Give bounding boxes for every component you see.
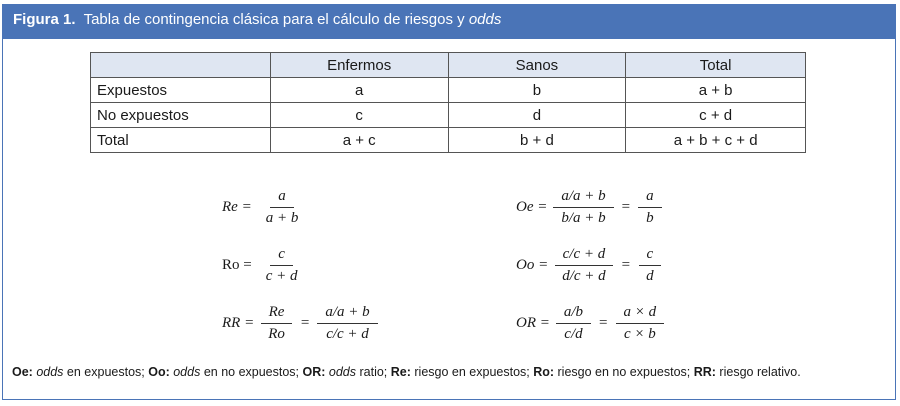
footnote-key: Ro: (533, 365, 555, 379)
fraction (317, 304, 377, 343)
footnote-text: riesgo en no expuestos; (554, 365, 694, 379)
table-cell: c (270, 103, 448, 128)
fraction (616, 304, 665, 343)
numerator: a × d (616, 304, 665, 324)
footnote-text: en no expuestos; (200, 365, 303, 379)
numerator: a/b (556, 304, 591, 324)
figure-title-italic: odds (468, 11, 502, 28)
formula-lhs: Oo = (516, 257, 549, 273)
denominator: c/d (564, 326, 583, 342)
table-row-label: Total (91, 128, 271, 153)
formula-rr (222, 304, 378, 343)
footnote-italic: odds (173, 365, 201, 379)
denominator: d/c + d (562, 268, 606, 284)
formula-lhs: Oe = (516, 199, 548, 215)
fraction (260, 304, 293, 343)
numerator: c (270, 246, 293, 266)
equals-sign: = (621, 199, 631, 215)
contingency-table (90, 52, 806, 153)
formula-re (222, 188, 306, 227)
equals-sign: = (621, 257, 631, 273)
numerator: a (638, 188, 662, 208)
footnote-text: en expuestos; (63, 365, 149, 379)
fraction (258, 188, 307, 227)
formula-ro (222, 246, 306, 285)
figure-label: Figura 1. (13, 11, 76, 28)
footnote-key: Oo: (148, 365, 170, 379)
formula-oe (516, 188, 662, 227)
formula-lhs: RR = (222, 315, 255, 331)
figure-footnote (12, 365, 801, 379)
formula-lhs: Re = (222, 199, 252, 215)
fraction (556, 304, 591, 343)
formula-or (516, 304, 664, 343)
denominator: a + b (265, 210, 299, 226)
table-row (91, 103, 806, 128)
footnote-italic: odds (328, 365, 357, 379)
footnote-italic: odds (36, 365, 64, 379)
footnote-key: OR: (302, 365, 326, 379)
numerator: c/c + d (555, 246, 614, 266)
table-cell: a + b (626, 78, 806, 103)
table-cell: a (270, 78, 448, 103)
formula-oo (516, 246, 662, 285)
denominator: c + d (265, 268, 298, 284)
table-row (91, 78, 806, 103)
table-header-row (91, 53, 806, 78)
footnote-text: ratio; (356, 365, 391, 379)
table-cell: c + d (626, 103, 806, 128)
fraction (638, 188, 662, 227)
figure-title-bar (3, 5, 895, 39)
table-cell: d (448, 103, 626, 128)
denominator: c/c + d (326, 326, 369, 342)
denominator: Ro (268, 326, 285, 342)
numerator: a/a + b (317, 304, 377, 324)
fraction (553, 188, 613, 227)
table-cell: a + c (270, 128, 448, 153)
table-row (91, 128, 806, 153)
footnote-key: RR: (693, 365, 716, 379)
footnote-key: Oe: (12, 365, 33, 379)
table-cell: a + b + c + d (626, 128, 806, 153)
formula-lhs: Ro = (222, 257, 252, 273)
footnote-text: riesgo relativo. (715, 365, 801, 379)
table-header-cell: Total (626, 53, 806, 78)
denominator: d (646, 268, 654, 284)
fraction (258, 246, 306, 285)
denominator: b/a + b (561, 210, 606, 226)
table-cell: b + d (448, 128, 626, 153)
equals-sign: = (300, 315, 310, 331)
denominator: c × b (623, 326, 656, 342)
figure-title: Tabla de contingencia clásica para el cálculo de riesgos y (83, 11, 465, 28)
numerator: Re (261, 304, 293, 324)
numerator: a (270, 188, 294, 208)
table-cell: b (448, 78, 626, 103)
table-header-cell: Sanos (448, 53, 626, 78)
table-header-cell: Enfermos (270, 53, 448, 78)
formula-lhs: OR = (516, 315, 550, 331)
equals-sign: = (599, 315, 608, 331)
numerator: c (639, 246, 662, 266)
fraction (554, 246, 613, 285)
table-header-cell (91, 53, 271, 78)
footnote-text: riesgo en expuestos; (410, 365, 534, 379)
table-row-label: Expuestos (91, 78, 271, 103)
footnote-key: Re: (390, 365, 411, 379)
fraction (638, 246, 662, 285)
denominator: b (646, 210, 654, 226)
table-row-label: No expuestos (91, 103, 271, 128)
numerator: a/a + b (553, 188, 613, 208)
